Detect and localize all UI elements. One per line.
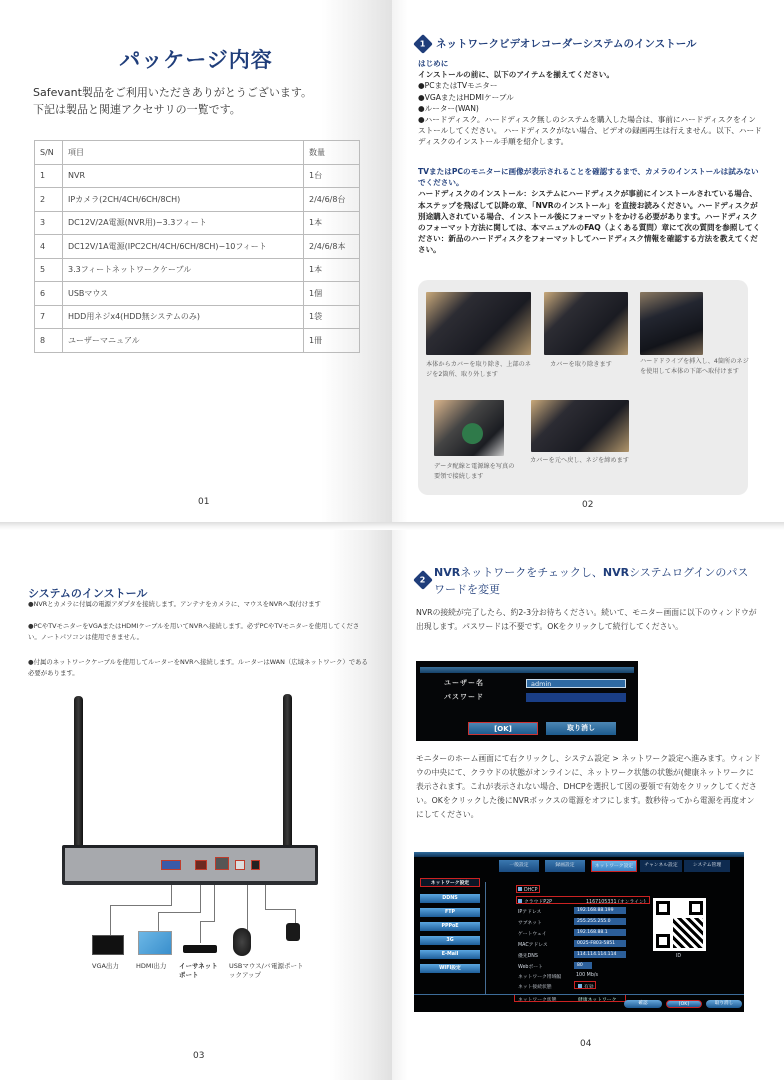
hdmi-monitor-icon xyxy=(138,931,172,955)
label-hdmi-output: HDMI出力 xyxy=(136,962,167,970)
lead-text: インストールの前に、以下のアイテムを揃えてください。 xyxy=(418,70,614,80)
cell-qty: 1個 xyxy=(304,282,360,306)
package-contents-title: パッケージ内容 xyxy=(119,48,273,72)
page-number: 01 xyxy=(198,497,210,507)
dhcp-checkbox[interactable]: DHCP xyxy=(518,887,538,893)
power-adapter-icon xyxy=(286,923,300,941)
cell-qty: 1本 xyxy=(304,211,360,235)
nvr-rear-panel xyxy=(62,845,318,885)
intro-section xyxy=(418,58,763,148)
sidebar-item-3g[interactable]: 3G xyxy=(420,936,480,945)
bullet-item: ●ルーター(WAN) xyxy=(418,103,479,113)
subnet-label: サブネット xyxy=(518,921,542,926)
label-vga-output: VGA出力 xyxy=(92,962,119,970)
mouse-icon xyxy=(233,928,251,956)
cell-sn: 6 xyxy=(35,282,63,306)
header-item: 項目 xyxy=(63,141,304,165)
hdd-install-photo-panel xyxy=(418,280,748,495)
subnet-field[interactable]: 255.255.255.0 xyxy=(574,918,626,925)
ethernet-port xyxy=(215,857,229,870)
sidebar-item-wifi[interactable]: WIFI設定 xyxy=(420,964,480,973)
tab-network[interactable]: ネットワーク設定 xyxy=(591,860,637,872)
confirm-button[interactable]: 確認 xyxy=(624,1000,662,1008)
warning-text: TVまたはPCのモニターに画像が表示されることを確認するまで、カメラのインストールは試みないでください。 xyxy=(418,167,759,188)
dns-label: 優先DNS xyxy=(518,954,538,959)
header-sn: S/N xyxy=(35,141,63,165)
intro-text xyxy=(33,84,312,118)
cell-qty: 1冊 xyxy=(304,329,360,353)
cell-qty: 2/4/6/8本 xyxy=(304,235,360,259)
net-connect-label: ネット接続状態 xyxy=(518,985,552,990)
caption-cover-off: カバーを取り除きます xyxy=(550,361,612,368)
qr-caption: ID xyxy=(676,954,682,959)
cell-sn: 5 xyxy=(35,258,63,282)
page-01 xyxy=(0,0,392,522)
cell-qty: 2/4/6/8台 xyxy=(304,188,360,212)
vga-monitor-icon xyxy=(92,935,124,955)
dns-field[interactable]: 114.114.114.114 xyxy=(574,951,626,958)
hdmi-port xyxy=(195,860,207,870)
cloud-p2p-checkbox[interactable]: クラウドP2P xyxy=(518,898,552,905)
label-power-port: 電源ポート xyxy=(271,962,304,970)
tab-record[interactable]: 録画設定 xyxy=(545,860,585,872)
network-settings-screen xyxy=(414,852,744,1012)
system-install-heading: システムのインストール xyxy=(28,587,148,600)
hdd-section xyxy=(418,166,763,256)
antenna-right xyxy=(283,694,292,862)
page-number: 02 xyxy=(582,500,594,510)
cell-item: DC12V/2A電源(NVR用)−3.3フィート xyxy=(63,211,304,235)
step-1-title: ネットワークビデオレコーダーシステムのインストール xyxy=(436,38,697,50)
ok-button[interactable]: [OK] xyxy=(666,1000,702,1008)
photo-connect-cables xyxy=(434,400,504,456)
network-status-label: ネットワーク状態 xyxy=(518,998,557,1003)
cloud-p2p-value: 1167105331 (オンライン) xyxy=(586,900,646,905)
usb-port xyxy=(235,860,245,870)
nvr-login-dialog xyxy=(416,661,638,741)
bandwidth-value: 100 Mb/s xyxy=(576,973,598,978)
step-2-heading: NVRネットワークをチェックし、NVRシステムログインのパスワードを変更 xyxy=(434,566,749,596)
cell-sn: 4 xyxy=(35,235,63,259)
step-1-heading xyxy=(416,36,697,51)
router-icon xyxy=(183,945,217,953)
cell-item: HDD用ネジx4(HDD無システムのみ) xyxy=(63,305,304,329)
cell-qty: 1袋 xyxy=(304,305,360,329)
qr-code xyxy=(653,898,706,951)
bullet-item: ●VGAまたはHDMIケーブル xyxy=(418,92,514,102)
password-label: パスワード xyxy=(444,693,484,701)
table-row xyxy=(35,164,360,188)
mac-label: MACアドレス xyxy=(518,943,548,948)
cell-sn: 7 xyxy=(35,305,63,329)
sidebar-item-network[interactable]: ネットワーク設定 xyxy=(420,878,480,887)
label-ethernet-port: イーサネットポート xyxy=(179,962,218,979)
net-connect-enable-checkbox[interactable]: 有効 xyxy=(578,983,594,990)
username-field[interactable]: admin xyxy=(526,679,626,688)
ok-button[interactable]: [OK] xyxy=(468,722,538,735)
cell-sn: 8 xyxy=(35,329,63,353)
page-number: 03 xyxy=(193,1051,205,1061)
network-status-value: 健康ネットワーク xyxy=(578,998,617,1003)
bullet-item: ●NVRとカメラに付属の電源アダプタを接続します。アンテナをカメラに、マウスをNVRへ取付けます xyxy=(28,600,321,608)
page-fold xyxy=(0,522,784,530)
cell-sn: 2 xyxy=(35,188,63,212)
gateway-label: ゲートウェイ xyxy=(518,932,547,937)
bandwidth-label: ネットワーク帯域幅 xyxy=(518,975,562,980)
page-03 xyxy=(0,530,392,1080)
cell-item: DC12V/1A電源(IPC2CH/4CH/6CH/8CH)−10フィート xyxy=(63,235,304,259)
cell-item: NVR xyxy=(63,164,304,188)
table-row xyxy=(35,258,360,282)
table-row xyxy=(35,329,360,353)
header-qty: 数量 xyxy=(304,141,360,165)
sidebar-item-email[interactable]: E-Mail xyxy=(420,950,480,959)
vga-port xyxy=(161,860,181,870)
login-instructions: NVRの接続が完了したら、約2-3分お待ちください。続いて、モニター画面に以下のウィンドウが出現します。パスワードは不要です。OKをクリックして続行してください。 xyxy=(416,608,757,631)
sidebar-item-ddns[interactable]: DDNS xyxy=(420,894,480,903)
tab-general[interactable]: 一般設定 xyxy=(499,860,539,872)
web-port-label: Webポート xyxy=(518,965,543,970)
caption-remove-cover: 本体からカバーを取り除き、上部のネジを2箇所、取り外します xyxy=(426,361,531,378)
table-header-row xyxy=(35,141,360,165)
dialog-title-bar xyxy=(420,667,634,673)
cell-sn: 1 xyxy=(35,164,63,188)
photo-remove-cover xyxy=(426,292,531,355)
bullet-item: ●付属のネットワークケーブルを使用してルーターをNVRへ接続します。ルーターはWAN（広域ネットワーク）である必要があります。 xyxy=(28,658,368,677)
cell-qty: 1本 xyxy=(304,258,360,282)
sidebar-item-pppoe[interactable]: PPPoE xyxy=(420,922,480,931)
web-port-field[interactable]: 80 xyxy=(574,962,592,969)
ip-label: IPアドレス xyxy=(518,910,542,915)
step-2-badge: 2 xyxy=(416,567,430,587)
antenna-left xyxy=(74,696,83,864)
cell-qty: 1台 xyxy=(304,164,360,188)
bullet-item: ●PCまたはTVモニター xyxy=(418,81,498,91)
power-port xyxy=(251,860,260,870)
cancel-button[interactable]: 取り消し xyxy=(546,722,616,735)
tab-system-admin[interactable]: システム管理 xyxy=(684,860,730,872)
cell-item: IPカメラ(2CH/4CH/6CH/8CH) xyxy=(63,188,304,212)
caption-insert-hdd: ハードドライブを挿入し、4箇所のネジを使用して本体の下部へ取付けます xyxy=(640,358,749,375)
photo-close-cover xyxy=(531,400,629,452)
table-row xyxy=(35,282,360,306)
network-instructions: モニターのホーム画面にて右クリックし、システム設定 > ネットワーク設定へ進みます。ウィンドウの中央にて、クラウドの状態がオンラインに、ネットワーク状態の状態が(健康ネットワークに表示されます。これが表示されない場合、DHCPを選択して図の要領で有効をクリックしてください。OKをクリックした後にNVRボックスの電源をオフにします。数秒待ってから電源を再度オンにしてください。 xyxy=(416,754,761,819)
intro-line-2: 下記は製品と関連アクセサリの一覧です。 xyxy=(33,103,241,116)
photo-cover-off xyxy=(544,292,628,355)
ip-field[interactable]: 192.168.88.199 xyxy=(574,907,626,914)
label-usb-mouse-backup: USBマウス/バックアップ xyxy=(229,962,271,979)
bullet-item: ●ハードディスク。ハードディスク無しのシステムを購入した場合は、事前にハードディスクをインストールしてください。 ハードディスクがない場合、ビデオの録画再生は行えません。以下、ハードディスクのインストール手順を紹介します。 xyxy=(418,115,762,147)
sidebar-item-ftp[interactable]: FTP xyxy=(420,908,480,917)
cell-item: 3.3フィートネットワークケーブル xyxy=(63,258,304,282)
password-field[interactable] xyxy=(526,693,626,702)
table-row xyxy=(35,235,360,259)
table-row xyxy=(35,305,360,329)
intro-line-1: Safevant製品をご利用いただきありがとうございます。 xyxy=(33,86,313,99)
photo-insert-hdd xyxy=(640,292,703,355)
page-number: 04 xyxy=(580,1039,592,1049)
username-label: ユーザー名 xyxy=(444,679,484,687)
hdd-paragraph: ハードディスクのインストール：システムにハードディスクが事前にインストールされている場合、本ステップを飛ばして以降の章、「NVRのインストール」を直接お読みください。ハードディスクが別途購入されている場合、インストール後にフォーマットをかける必要があります。ハードディスクのフォーマット方法に関しては、本マニュアルのFAQ（よくある質問）章にて次の質問を参照してください：新品のハードディスクをフォーマットしてハードディスク情報を確認する方法を教えてください。 xyxy=(418,189,761,255)
tab-channel[interactable]: チャンネル設定 xyxy=(640,860,682,872)
step-number-badge: 1 xyxy=(413,34,433,54)
cell-item: ユーザーマニュアル xyxy=(63,329,304,353)
caption-connect-cables: データ配線と電源線を写真の要領で接続します xyxy=(434,463,515,480)
table-row xyxy=(35,211,360,235)
cell-item: USBマウス xyxy=(63,282,304,306)
gateway-field[interactable]: 192.168.88.1 xyxy=(574,929,626,936)
table-row xyxy=(35,188,360,212)
caption-close-cover: カバーを元へ戻し、ネジを締めます xyxy=(530,457,629,464)
sub-heading: はじめに xyxy=(418,59,449,68)
package-contents-table xyxy=(34,140,360,353)
mac-field: 0025-F803-5851 xyxy=(574,940,626,947)
bullet-item: ●PCやTVモニターをVGAまたはHDMIケーブルを用いてNVRへ接続します。必ずPCやTVモニターを使用してください。ノートパソコンは使用できません。 xyxy=(28,622,360,641)
cancel-button[interactable]: 取り消し xyxy=(706,1000,742,1008)
cell-sn: 3 xyxy=(35,211,63,235)
